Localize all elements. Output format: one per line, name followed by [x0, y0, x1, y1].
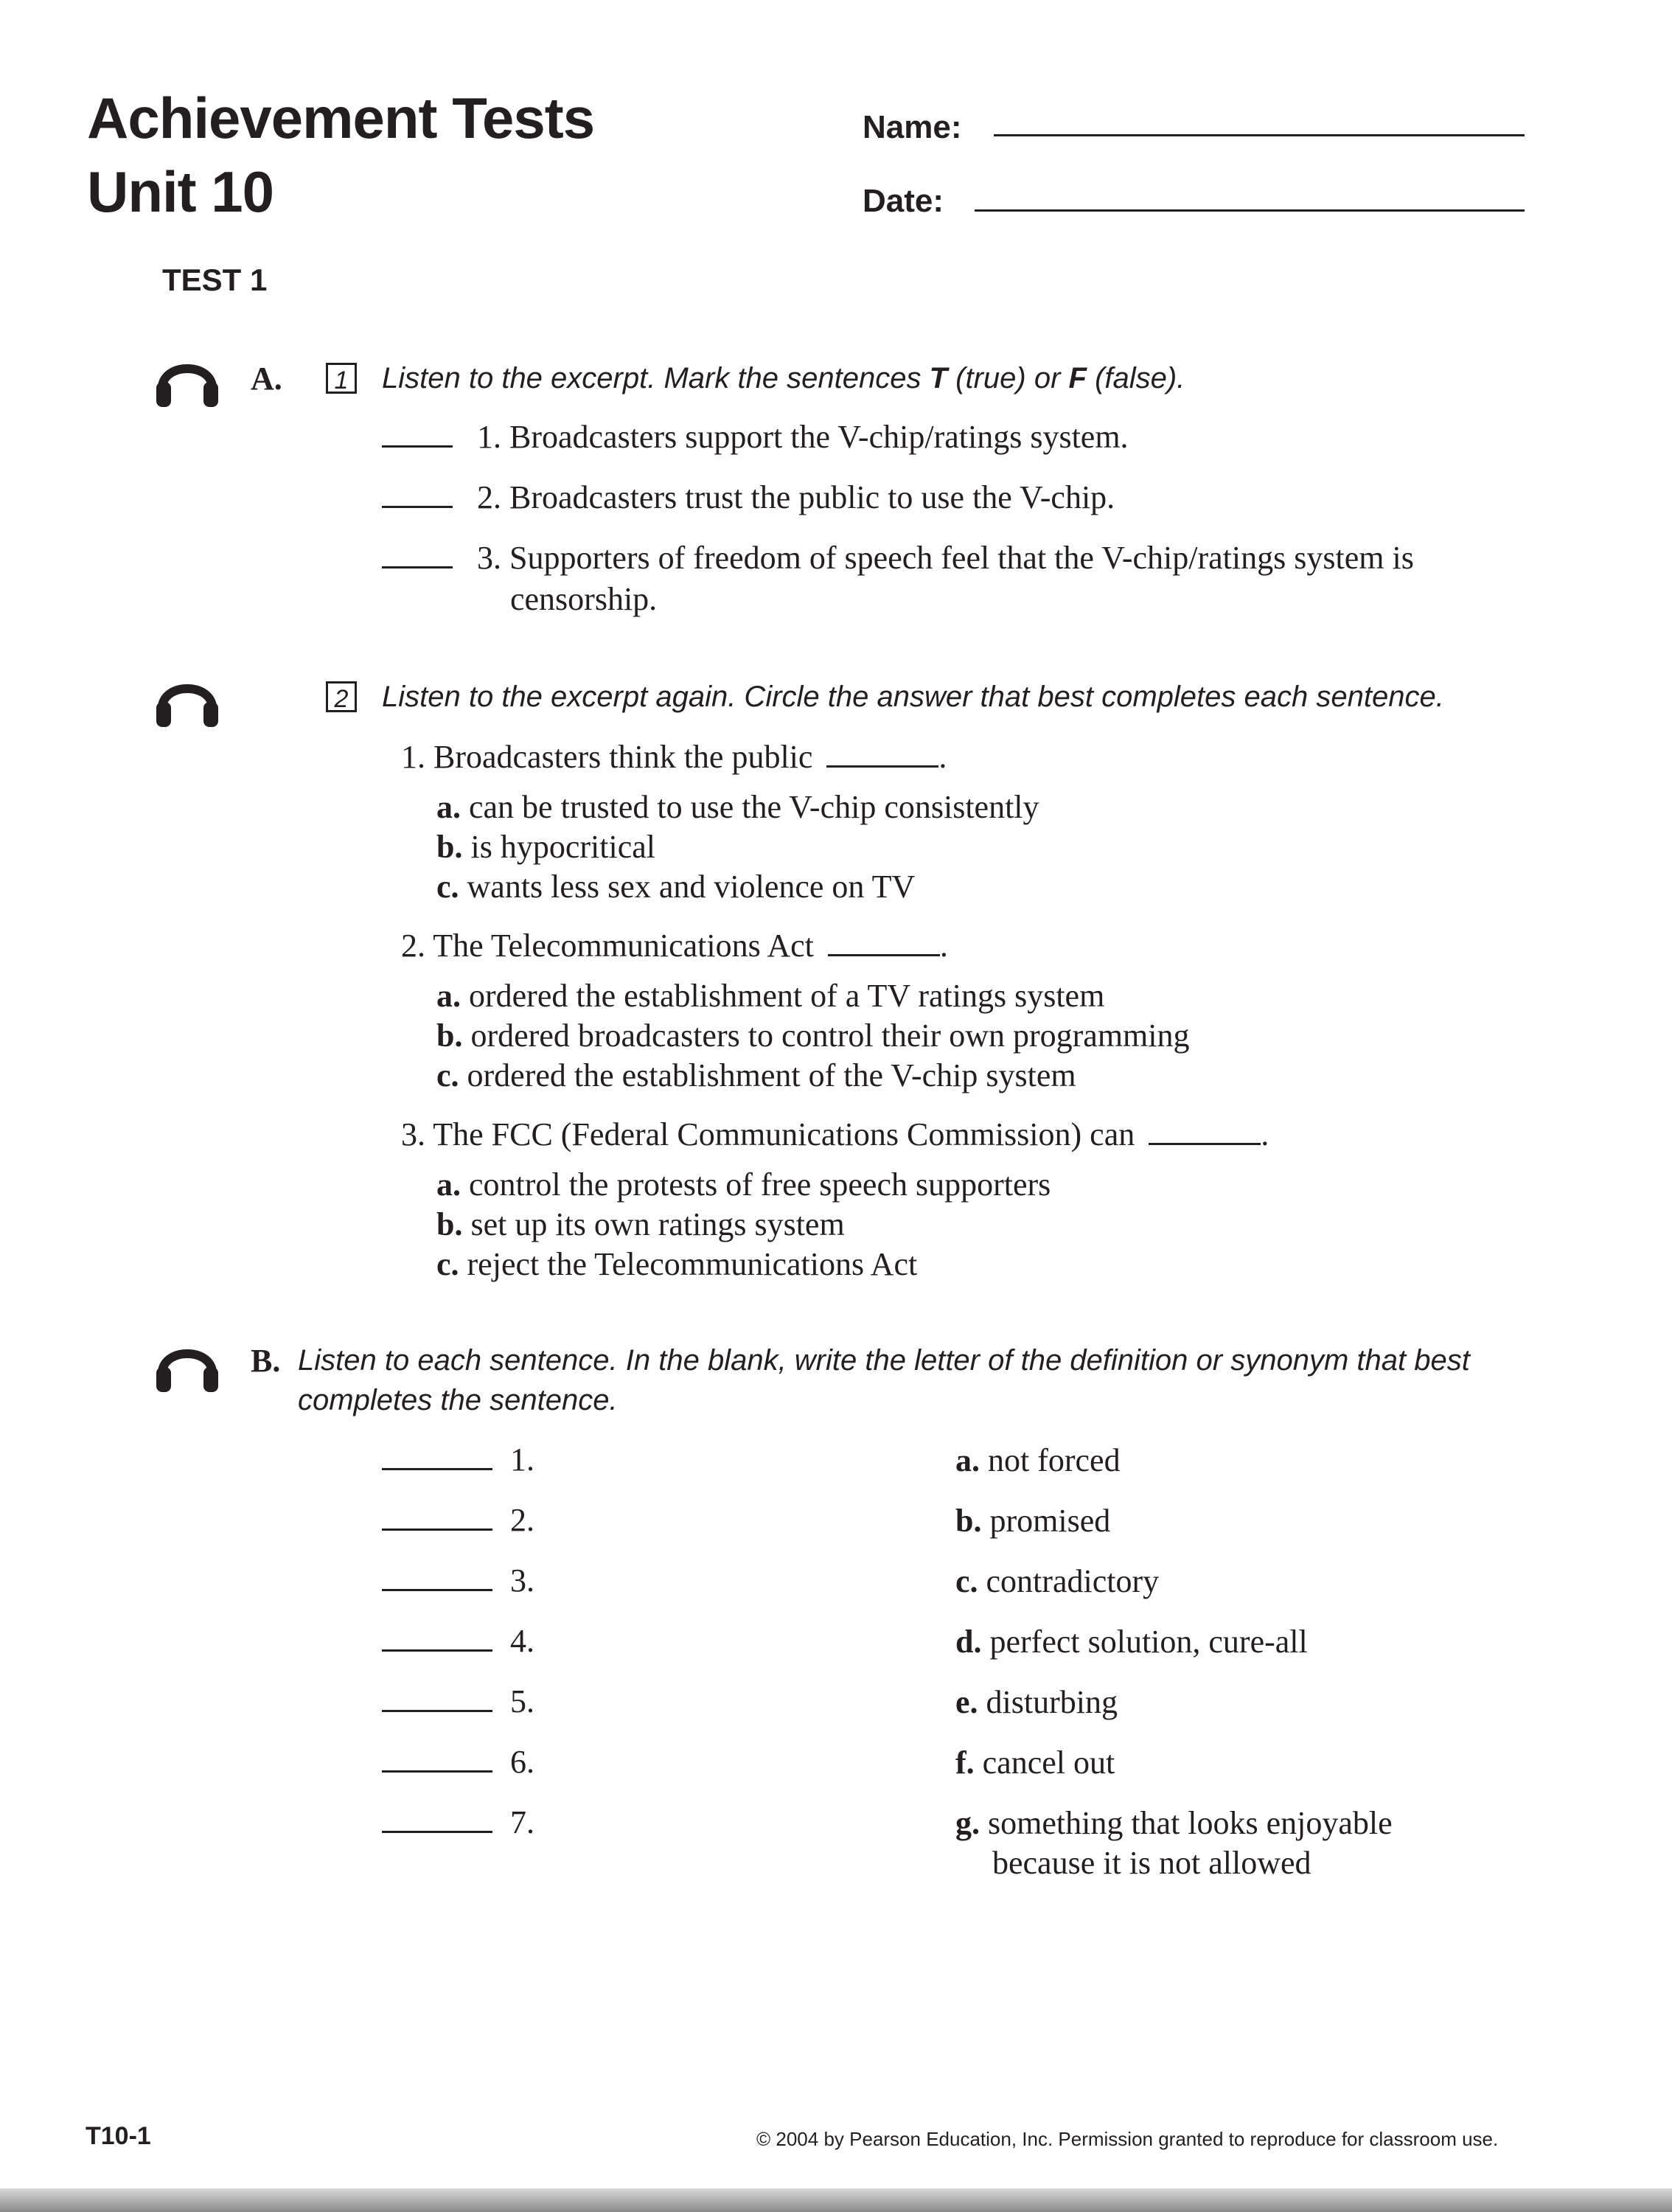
match-blank-row: 4. [382, 1622, 534, 1660]
tf-item-2: 2. Broadcasters trust the public to use the V-chip. [382, 478, 1115, 518]
part-1-instruction: Listen to the excerpt. Mark the sentences T (true) or F (false). [382, 362, 1185, 394]
date-field[interactable] [975, 209, 1525, 212]
option[interactable]: a. ordered the establishment of a TV ratings system [436, 978, 1105, 1014]
match-blank-row: 7. [382, 1804, 534, 1841]
tf-item-1: 1. Broadcasters support the V-chip/ratings system. [382, 417, 1129, 457]
name-label: Name: [863, 109, 962, 145]
section-b-instruction-line2: completes the sentence. [298, 1384, 618, 1416]
definition-item: f. cancel out [955, 1745, 1115, 1781]
part-2-box: 2 [326, 681, 357, 712]
match-blank-row: 1. [382, 1441, 534, 1478]
option[interactable]: c. ordered the establishment of the V-chip system [436, 1057, 1076, 1093]
headphones-icon [152, 667, 223, 728]
definition-item: g. something that looks enjoyable [955, 1805, 1393, 1841]
part-1-box: 1 [326, 363, 357, 394]
definition-item-cont: because it is not allowed [992, 1845, 1312, 1881]
answer-blank [826, 765, 938, 768]
part-2-instruction: Listen to the excerpt again. Circle the answer that best completes each sentence. [382, 681, 1444, 713]
mc-question-3: 3. The FCC (Federal Communications Commission) can . [401, 1116, 1269, 1152]
answer-blank[interactable] [382, 1528, 492, 1531]
section-a-letter: A. [251, 361, 282, 397]
match-blank-row: 3. [382, 1562, 534, 1599]
match-blank-row: 2. [382, 1501, 534, 1539]
name-field[interactable] [994, 134, 1525, 136]
answer-blank[interactable] [382, 1468, 492, 1470]
option[interactable]: b. ordered broadcasters to control their own programming [436, 1018, 1190, 1054]
tf-item-3: 3. Supporters of freedom of speech feel that the V-chip/ratings system is [382, 538, 1414, 578]
answer-blank[interactable] [382, 566, 453, 568]
test-label: TEST 1 [162, 262, 268, 297]
option[interactable]: a. can be trusted to use the V-chip consistently [436, 789, 1039, 825]
answer-blank[interactable] [382, 1770, 492, 1773]
definition-item: b. promised [955, 1503, 1111, 1539]
headphones-icon [152, 1332, 223, 1394]
answer-blank[interactable] [382, 506, 453, 508]
scan-edge [0, 2188, 1672, 2212]
match-blank-row: 5. [382, 1683, 534, 1720]
page-code: T10-1 [86, 2122, 151, 2150]
option[interactable]: c. wants less sex and violence on TV [436, 869, 916, 905]
match-blank-row: 6. [382, 1743, 534, 1781]
tf-item-3-cont: censorship. [510, 581, 658, 617]
page-title-line2: Unit 10 [87, 159, 274, 224]
copyright-notice: © 2004 by Pearson Education, Inc. Permission granted to reproduce for classroom use. [756, 2128, 1499, 2150]
definition-item: d. perfect solution, cure-all [955, 1624, 1308, 1660]
mc-question-2: 2. The Telecommunications Act . [401, 928, 948, 964]
date-label: Date: [863, 183, 944, 219]
definition-item: a. not forced [955, 1442, 1121, 1478]
section-b-instruction-line1: Listen to each sentence. In the blank, write the letter of the definition or synonym that best [298, 1344, 1470, 1377]
answer-blank[interactable] [382, 1589, 492, 1591]
headphones-icon [152, 347, 223, 408]
definition-item: c. contradictory [955, 1563, 1160, 1599]
option[interactable]: b. set up its own ratings system [436, 1206, 845, 1242]
option[interactable]: c. reject the Telecommunications Act [436, 1246, 918, 1282]
answer-blank [828, 954, 940, 956]
mc-question-1: 1. Broadcasters think the public . [401, 739, 947, 775]
option[interactable]: b. is hypocritical [436, 829, 655, 865]
section-b-letter: B. [251, 1343, 281, 1379]
answer-blank[interactable] [382, 1649, 492, 1652]
answer-blank[interactable] [382, 1710, 492, 1712]
page-title-line1: Achievement Tests [87, 86, 595, 150]
answer-blank [1149, 1143, 1261, 1145]
definition-item: e. disturbing [955, 1684, 1118, 1720]
answer-blank[interactable] [382, 445, 453, 448]
option[interactable]: a. control the protests of free speech supporters [436, 1166, 1051, 1203]
answer-blank[interactable] [382, 1831, 492, 1833]
